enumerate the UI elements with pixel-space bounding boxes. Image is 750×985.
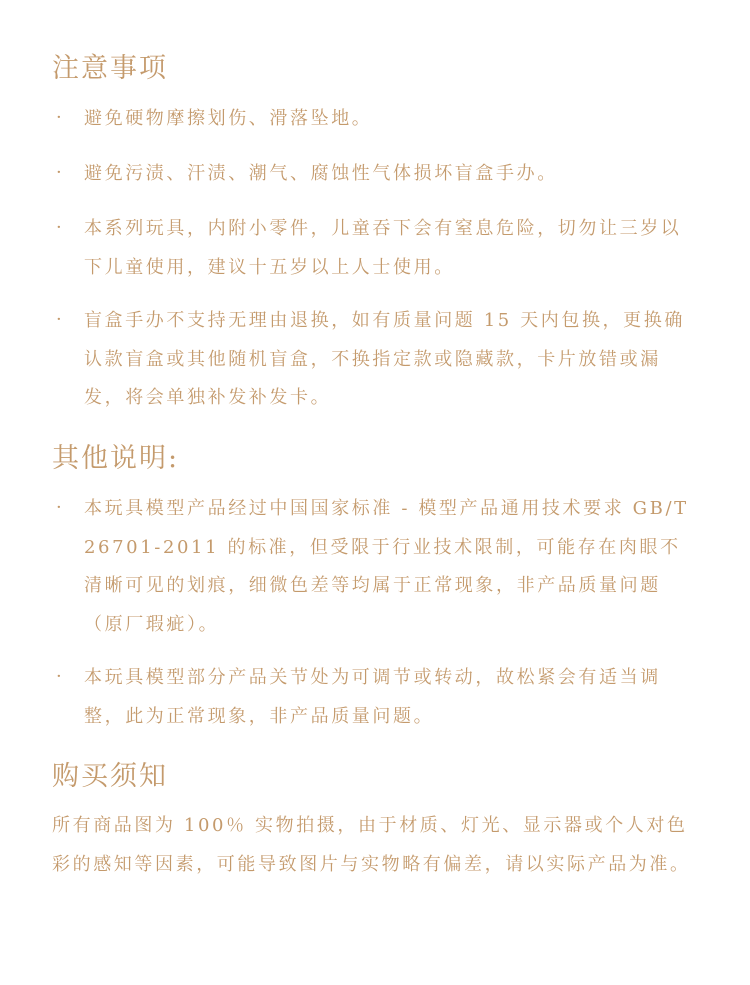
bullet-dot-icon: · [56, 666, 62, 687]
bullet-dot-icon: · [56, 497, 62, 518]
notes-item-text: 盲盒手办不支持无理由退换，如有质量问题 15 天内包换，更换确认款盲盒或其他随机盲盒，不换指定款或隐藏款，卡片放错或漏发，将会单独补发补发卡。 [84, 310, 685, 408]
bullet-dot-icon: · [56, 309, 62, 330]
notes-item-text: 避免硬物摩擦划伤、滑落坠地。 [84, 108, 373, 129]
bullet-dot-icon: · [56, 217, 62, 238]
other-item-text: 本玩具模型产品经过中国国家标准 - 模型产品通用技术要求 GB/T 26701-2011 的标准，但受限于行业技术限制，可能存在肉眼不清晰可见的划痕，细微色差等均属于正常现象，非产品质量问题（原厂瑕疵）。 [84, 498, 689, 635]
notes-item-text: 本系列玩具，内附小零件，儿童吞下会有窒息危险，切勿让三岁以下儿童使用，建议十五岁以上人士使用。 [84, 218, 682, 278]
purchase-text: 所有商品图为 100％ 实物拍摄，由于材质、灯光、显示器或个人对色彩的感知等因素，可能导致图片与实物略有偏差，请以实际产品为准。 [52, 815, 691, 875]
purchase-title: 购买须知 [52, 761, 168, 792]
bullet-dot-icon: · [56, 162, 62, 183]
other-title: 其他说明: [52, 443, 180, 474]
notes-title: 注意事项 [52, 53, 168, 84]
other-item-text: 本玩具模型部分产品关节处为可调节或转动，故松紧会有适当调整，此为正常现象，非产品质量问题。 [84, 667, 661, 727]
notes-item-text: 避免污渍、汗渍、潮气、腐蚀性气体损坏盲盒手办。 [84, 163, 558, 184]
bullet-dot-icon: · [56, 107, 62, 128]
